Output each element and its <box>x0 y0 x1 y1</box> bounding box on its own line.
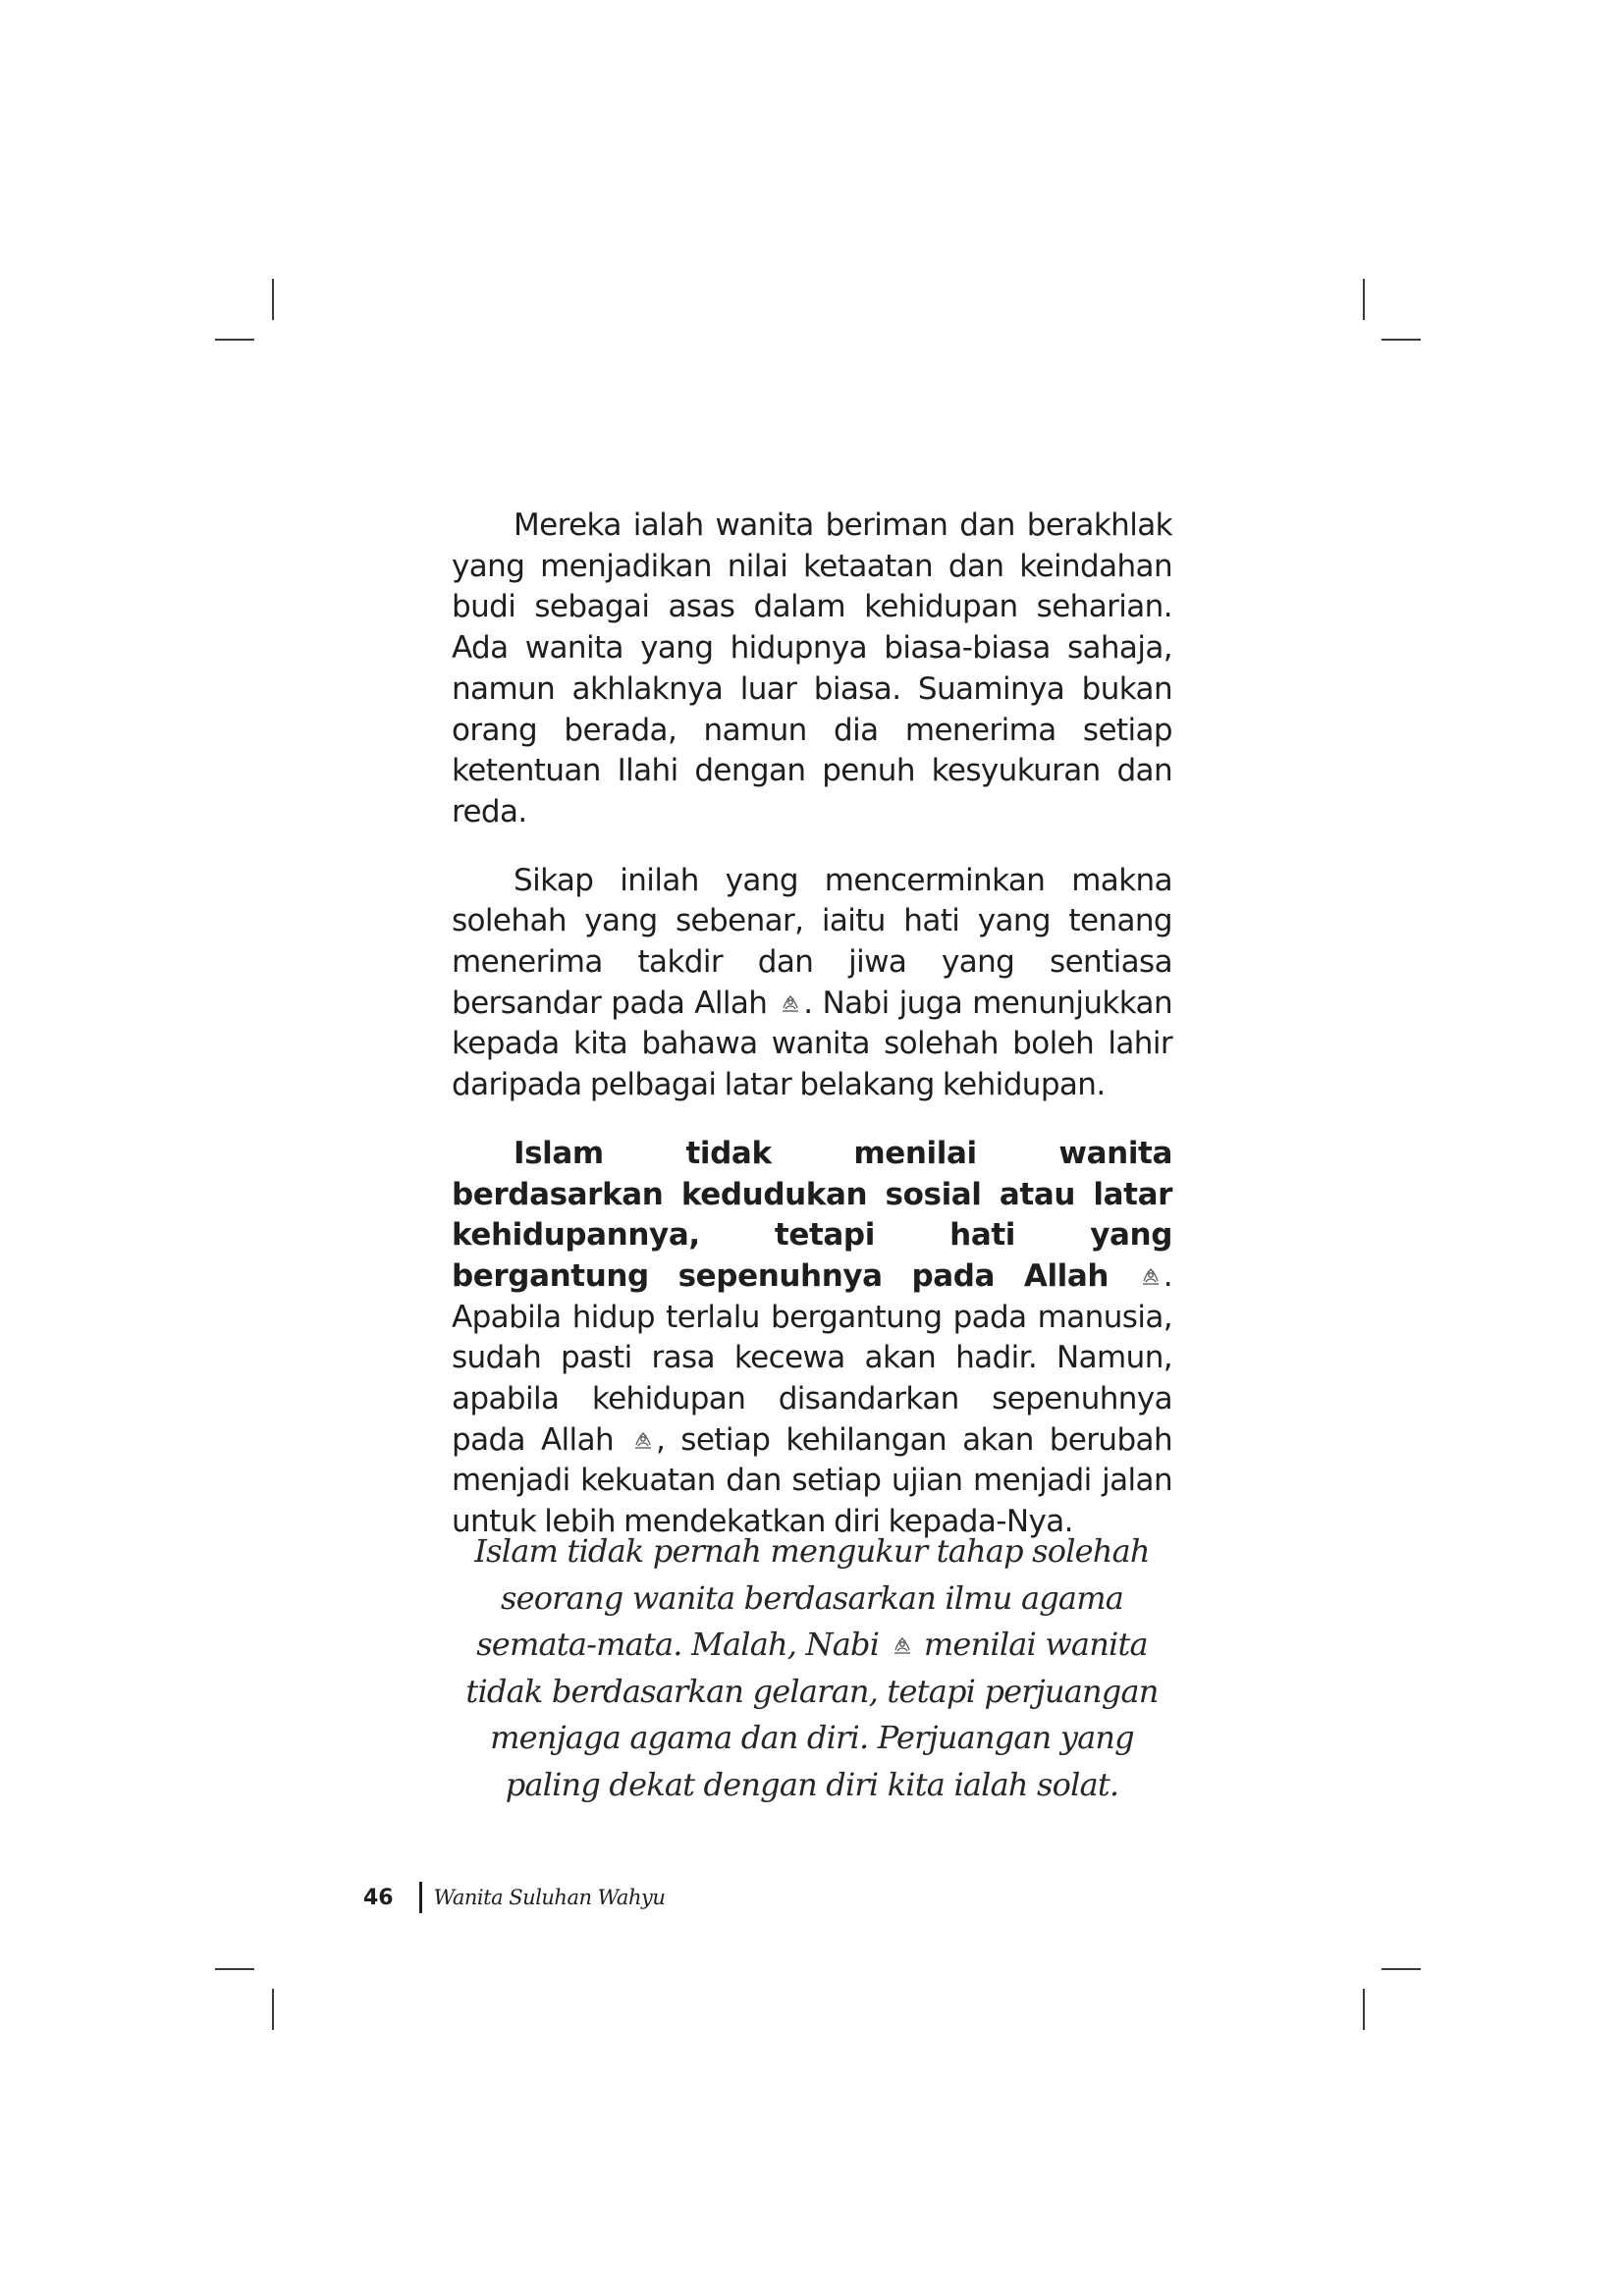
honorific-icon <box>892 1634 913 1656</box>
paragraph-2-text-a: Sikap inilah yang mencerminkan makna solehah yang sebenar, iaitu hati yang tenang menerima takdir dan jiwa yang sentiasa bersandar pada Allah <box>452 862 1172 1021</box>
crop-mark-top-right-vertical <box>1363 279 1365 320</box>
quote-line-6: paling dekat dengan diri kita ialah solat. <box>505 1765 1119 1803</box>
paragraph-3 <box>452 1134 1172 1543</box>
paragraph-3-text-c: , setiap kehilangan akan berubah menjadi kekuatan dan setiap ujian menjadi jalan untuk lebih mendekatkan diri kepada-Nya. <box>452 1421 1172 1540</box>
crop-mark-top-left-horizontal <box>215 339 254 341</box>
quote-line-4: tidak berdasarkan gelaran, tetapi perjuangan <box>465 1672 1159 1710</box>
crop-mark-bottom-left-vertical <box>272 1989 274 2030</box>
crop-mark-bottom-right-horizontal <box>1381 1968 1421 1970</box>
quote-line-1: Islam tidak pernah mengukur tahap solehah <box>474 1532 1150 1570</box>
quote-line-3-a: semata-mata. Malah, Nabi <box>476 1626 880 1663</box>
quote-line-3 <box>452 1622 1172 1669</box>
honorific-icon <box>632 1429 654 1451</box>
pull-quote <box>452 1528 1172 1808</box>
paragraph-1 <box>452 506 1172 833</box>
honorific-icon <box>1140 1265 1162 1287</box>
book-title: Wanita Suluhan Wahyu <box>433 1886 666 1909</box>
crop-mark-top-left-vertical <box>272 279 274 320</box>
crop-mark-bottom-right-vertical <box>1363 1989 1365 2030</box>
paragraph-3-bold-text: Islam tidak menilai wanita berdasarkan kedudukan sosial atau latar kehidupannya, tetapi hati yang bergantung sepenuhnya pada Allah <box>452 1135 1172 1294</box>
footer-divider <box>419 1882 422 1913</box>
honorific-icon <box>780 992 801 1014</box>
paragraph-2 <box>452 861 1172 1106</box>
quote-line-5: menjaga agama dan diri. Perjuangan yang <box>490 1719 1134 1756</box>
crop-mark-bottom-left-horizontal <box>215 1968 254 1970</box>
quote-line-2: seorang wanita berdasarkan ilmu agama <box>500 1578 1124 1617</box>
paragraph-3-text-b: . Apabila hidup terlalu bergantung pada manusia, sudah pasti rasa kecewa akan hadir. Namun, apabila kehidupan disandarkan sepenuhnya pada Allah <box>452 1257 1172 1458</box>
body-text <box>452 506 1172 1543</box>
paragraph-1-text: Mereka ialah wanita beriman dan berakhlak yang menjadikan nilai ketaatan dan keindahan budi sebagai asas dalam kehidupan seharian. Ada wanita yang hidupnya biasa-biasa sahaja, namun akhlaknya luar biasa. Suaminya bukan orang berada, namun dia menerima setiap ketentuan Ilahi dengan penuh kesyukuran dan reda. <box>452 507 1172 829</box>
crop-mark-top-right-horizontal <box>1381 339 1421 341</box>
paragraph-2-text-b: . Nabi juga menunjukkan kepada kita bahawa wanita solehah boleh lahir daripada pelbagai latar belakang kehidupan. <box>452 985 1172 1103</box>
page-footer <box>363 1881 665 1914</box>
quote-line-3-b: menilai wanita <box>923 1626 1148 1663</box>
page-number: 46 <box>363 1885 394 1910</box>
